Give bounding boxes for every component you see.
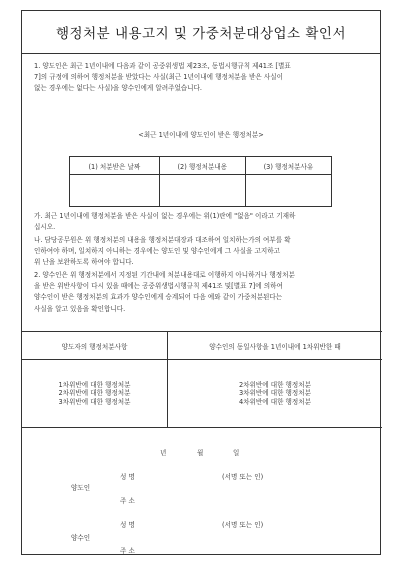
transferee-address-label: 주 소 — [120, 547, 135, 555]
list-item: 3차위반에 대한 행정처분 — [58, 397, 131, 406]
transferee-violation-cell — [168, 360, 383, 428]
transferee-role-label: 양수인 — [71, 534, 91, 542]
history-date-cell[interactable] — [70, 175, 160, 207]
history-header-reason: (3) 행정처분사유 — [245, 157, 331, 175]
note-na-paragraph — [34, 235, 291, 269]
history-caption: <최근 1년이내에 양도인이 받은 행정처분> — [138, 131, 264, 139]
paragraph-line: 2. 양수인은 위 행정처분에서 지정된 기간내에 처분내용대로 이행하지 아니하거나 행정처분 — [34, 271, 295, 279]
transferee-signature-label[interactable]: (서명 또는 인) — [222, 521, 264, 529]
transferor-signature-label[interactable]: (서명 또는 인) — [222, 473, 264, 481]
paragraph-line: 십시오. — [34, 223, 56, 232]
date-day-label: 일 — [233, 449, 240, 457]
disposition-history-table — [69, 156, 332, 207]
date-year-label: 년 — [160, 449, 167, 457]
history-content-cell[interactable] — [159, 175, 245, 207]
list-item: 4차위반에 대한 행정처분 — [238, 397, 312, 406]
history-header-date: (1) 처분받은 날짜 — [70, 157, 160, 175]
item-1-paragraph — [34, 61, 291, 95]
paragraph-line: 사실을 알고 있음을 확인합니다. — [34, 304, 126, 313]
date-month-label: 월 — [197, 449, 204, 457]
paragraph-line: 없는 경우에는 없다는 사실)을 양수인에게 알려주었습니다. — [34, 84, 203, 93]
paragraph-line: 1. 양도인은 최근 1년이내에 다음과 같이 공중위생법 제23조, 동법시행규칙 제41조 [별표 — [34, 62, 291, 70]
paragraph-line: 인하여야 하며, 일치하지 아니하는 경우에는 양도인 및 양수인에게 그 사실을 고지하고 — [34, 247, 280, 256]
transferor-disposition-cell — [22, 360, 168, 428]
note-ga-paragraph — [34, 211, 295, 233]
list-item: 3차위반에 대한 행정처분 — [238, 389, 312, 398]
transferor-role-label: 양도인 — [71, 484, 91, 492]
transferor-address-label: 주 소 — [120, 497, 135, 505]
paragraph-line: 가. 최근 1년이내에 행정처분을 받은 사실이 없는 경우에는 위(1)란에 "없음" 이라고 기재하 — [34, 212, 296, 220]
transferor-disposition-header: 양도자의 행정처분사항 — [22, 332, 168, 360]
list-item: 1차위반에 대한 행정처분 — [58, 380, 131, 389]
list-item: 2차위반에 대한 행정처분 — [238, 380, 312, 389]
transferor-name-label: 성 명 — [120, 473, 135, 481]
form-frame — [21, 10, 381, 555]
paragraph-line: 양수인이 받은 행정처분의 효과가 양수인에게 승계되어 다음 예와 같이 가중처분된다는 — [34, 293, 283, 302]
paragraph-line: 위 난을 보완하도록 하여야 합니다. — [34, 258, 134, 267]
transferee-violation-header: 양수인의 동일사항을 1년이내에 1차위반한 때 — [168, 332, 383, 360]
paragraph-line: 나. 담당공무원은 위 행정처분의 내용을 행정처분대장과 대조하여 일치하는가의 여부를 확 — [34, 236, 291, 244]
item-2-paragraph — [34, 270, 295, 315]
paragraph-line: 7]의 규정에 의하여 행정처분을 받았다는 사실(최근 1년이내에 행정처분을 받은 사실이 — [34, 73, 283, 82]
transferee-name-label: 성 명 — [120, 521, 135, 529]
aggravated-disposition-table — [22, 331, 382, 428]
paragraph-line: 을 받은 위반사항이 다시 있을 때에는 공중위생법시행규칙 제41조 및[별표 7]에 의하여 — [34, 282, 283, 291]
history-reason-cell[interactable] — [245, 175, 331, 207]
history-header-content: (2) 행정처분내용 — [159, 157, 245, 175]
list-item: 2차위반에 대한 행정처분 — [58, 389, 131, 398]
document-title: 행정처분 내용고지 및 가중처분대상업소 확인서 — [22, 11, 380, 54]
